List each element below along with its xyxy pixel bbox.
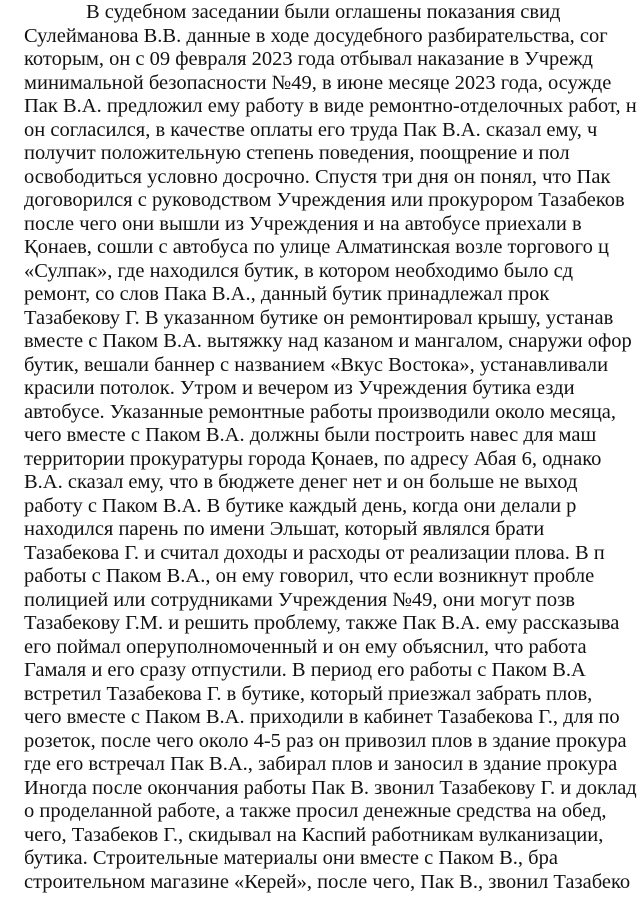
text-line: которым, он с 09 февраля 2023 года отбывал наказание в Учрежд <box>24 48 593 70</box>
text-line: Гамаля и его сразу отпустили. В период его работы с Паком В.А <box>24 659 586 681</box>
text-line: договорился с руководством Учреждения или прокурором Тазабеков <box>24 189 625 211</box>
text-line: вместе с Паком В.А. вытяжку над казаном и мангалом, снаружи офор <box>24 330 632 352</box>
text-line: Сулейманова В.В. данные в ходе досудебного разбирательства, сог <box>24 24 608 47</box>
text-line: В судебном заседании были оглашены показания свид <box>86 1 561 23</box>
text-line: В.А. сказал ему, что в бюджете денег нет и он больше не выход <box>24 471 578 493</box>
text-line: он согласился, в качестве оплаты его труда Пак В.А. сказал ему, ч <box>24 118 598 141</box>
text-line: где его встречал Пак В.А., забирал плов и заносил в здание прокура <box>24 753 618 775</box>
text-line: чего, Тазабеков Г., скидывал на Каспий работникам вулканизации, <box>24 823 604 846</box>
text-line: Тазабекову Г.М. и решить проблему, также Пак В.А. ему рассказыва <box>24 612 620 634</box>
text-line: после чего они вышли из Учреждения и на автобусе приехали в <box>24 212 582 235</box>
text-line: работу с Паком В.А. В бутике каждый день, когда они делали р <box>24 494 577 517</box>
text-line: красили потолок. Утром и вечером из Учреждения бутика езди <box>24 377 575 399</box>
text-line: Қонаев, сошли с автобуса по улице Алматинская возле торгового ц <box>24 236 609 258</box>
text-line: Иногда после окончания работы Пак В. звонил Тазабекову Г. и доклад <box>24 776 637 799</box>
text-line: территории прокуратуры города Қонаев, по адресу Абая 6, однако <box>24 447 602 470</box>
text-line: получит положительную степень поведения, поощрение и пол <box>24 142 570 164</box>
text-line: минимальной безопасности №49, в июне месяце 2023 года, осужде <box>24 71 612 94</box>
text-line: о проделанной работе, а также просил денежные средства на обед, <box>24 800 607 822</box>
text-line: его поймал оперуполномоченный и он ему объяснил, что работа <box>24 635 587 658</box>
text-line: Тазабекова Г. и считал доходы и расходы от реализации плова. В п <box>24 541 605 564</box>
text-line: полицией или сотрудниками Учреждения №49, они могут позв <box>24 588 575 611</box>
text-line: ремонт, со слов Пака В.А., данный бутик принадлежал прок <box>24 283 550 305</box>
text-line: чего вместе с Паком В.А. должны были построить навес для маш <box>24 424 597 446</box>
text-line: бутика. Строительные материалы они вместе с Паком В., бра <box>24 847 558 869</box>
text-line: бутик, вешали баннер с названием «Вкус Востока», устанавливали <box>24 353 609 376</box>
text-line: встретил Тазабекова Г. в бутике, который приезжал забрать плов, <box>24 682 593 705</box>
text-line: Тазабекову Г. В указанном бутике он ремонтировал крышу, устанав <box>24 306 614 329</box>
text-line: розеток, после чего около 4-5 раз он привозил плов в здание прокура <box>24 729 627 752</box>
text-line: автобусе. Указанные ремонтные работы производили около месяца, <box>24 400 617 423</box>
text-line: освободиться условно досрочно. Спустя три дня он понял, что Пак <box>24 165 611 188</box>
text-line: Пак В.А. предложил ему работу в виде ремонтно-отделочных работ, н <box>24 95 637 117</box>
text-line: строительном магазине «Керей», после чего, Пак В., звонил Тазабеко <box>24 870 631 893</box>
text-line: находился парень по имени Эльшат, который являлся брати <box>24 518 545 540</box>
text-line: чего вместе с Паком В.А. приходили в кабинет Тазабекова Г., для по <box>24 706 620 728</box>
text-line: «Сулпак», где находился бутик, в котором необходимо было сд <box>24 259 574 282</box>
text-line: работы с Паком В.А., он ему говорил, что если возникнут пробле <box>24 565 595 587</box>
